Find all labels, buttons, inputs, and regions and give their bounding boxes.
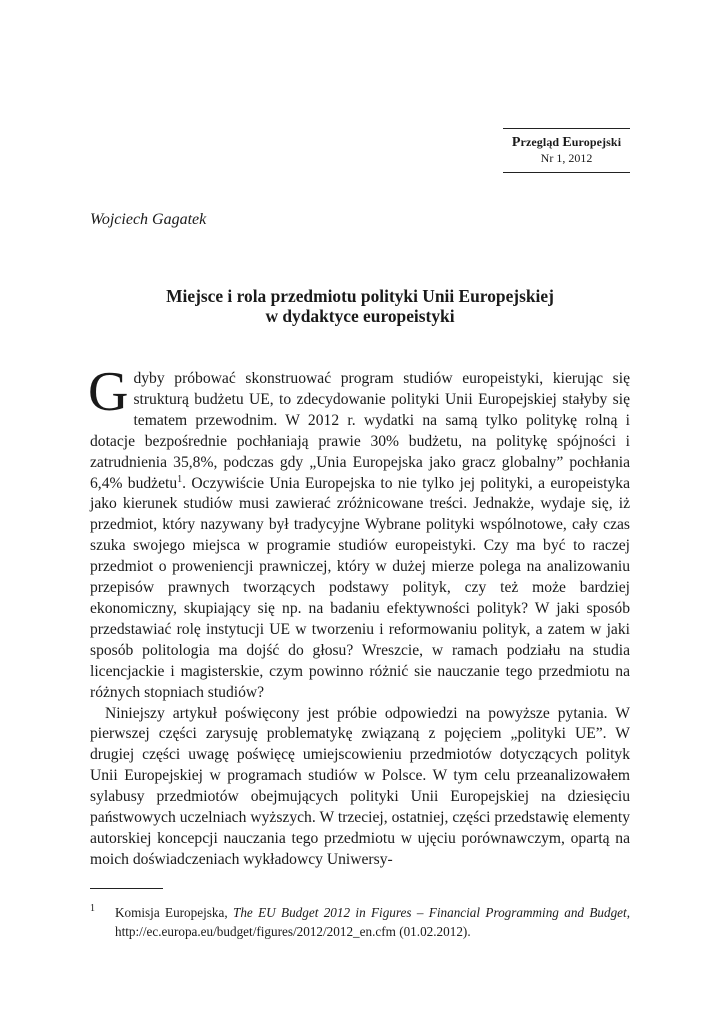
- paragraph-1: [88, 361, 630, 704]
- journal-issue: Nr 1, 2012: [540, 151, 593, 165]
- journal-name-initial-p: P: [511, 135, 521, 150]
- article-title: [90, 286, 630, 326]
- journal-name-part-1: rzegląd: [520, 135, 560, 149]
- title-line-2: w dydaktyce europeistyki: [265, 306, 455, 326]
- drop-cap: G: [88, 361, 129, 423]
- article-body: [88, 361, 630, 871]
- footnote-text: [115, 903, 630, 941]
- footnote-mark: 1: [90, 903, 95, 914]
- paragraph-2: Niniejszy artykuł poświęcony jest próbie odpowiedzi na powyższe pytania. W pierwszej części zarysuję problematykę związaną z pojęciem „polityki UE”. W drugiej części uwagę poświęcę umiejscowieniu przedmiotów dotyczących polityk Unii Europejskiej w programach studiów w Polsce. W tym celu przeanalizowałem sylabusy przedmiotów obejmujących polityki Unii Europejskiej na dziesięciu państwowych uczelniach wyższych. W trzeciej, ostatniej, części przedstawię elementy autorskiej koncepcji nauczania tego przedmiotu w ujęciu porównawczym, opartą na moich doświadczeniach wykładowcy Uniwersy-: [90, 704, 630, 868]
- paragraph-1-text-a: dyby próbować skonstruować program studiów europeistyki, kierując się strukturą budżetu UE, to zdecydowanie polityki Unii Europejskiej stałyby się tematem przewodnim. W 2012 r. wydatki na samą tylko politykę rolną i dotacje bezpośrednie pochłaniają prawie 30% budżetu, na politykę spójności i zatrudnienia 35,8%, podczas gdy „Unia Europejska jako gracz globalny” pochłania 6,4% budżetu: [90, 370, 630, 492]
- author-name: Wojciech Gagatek: [90, 211, 207, 228]
- footnote-text-b[interactable]: , http://ec.europa.eu/budget/figures/2012/2012_en.cfm (01.02.2012).: [115, 905, 630, 939]
- journal-name: [503, 134, 630, 151]
- title-line-1: Miejsce i rola przedmiotu polityki Unii Europejskiej: [166, 286, 554, 306]
- paragraph-1-text-b: . Oczywiście Unia Europejska to nie tylko jej polityki, a europeistyka jako kierunek studiów musi zawierać zróżnicowane treści. Jednakże, wydaje się, iż przedmiot, który nazywany był tradycyjne Wybrane polityki wspólnotowe, cały czas szuka swojego miejsca w programie studiów europeistyki. Czy ma być to raczej przedmiot o proweniencji prawniczej, który w dużej mierze polega na analizowaniu przepisów prawnych tworzących podstawy polityk, czy też może bardziej ekonomiczny, skupiający się np. na badaniu efektywności polityk? W jaki sposób przedstawiać rolę instytucji UE w tworzeniu i reformowaniu polityk, a zatem w jaki sposób politologia ma dojść do głosu? Wreszcie, w ramach podziału na studia licencjackie i magisterskie, czym powinno różnić sie nauczanie tego przedmiotu na różnych stopniach studiów?: [90, 474, 630, 701]
- footnote-text-a: Komisja Europejska,: [115, 905, 233, 920]
- footnote-separator: [90, 888, 163, 889]
- footnote-1: [90, 903, 630, 941]
- footnote-cited-title: The EU Budget 2012 in Figures – Financial Programming and Budget: [232, 905, 627, 920]
- journal-name-part-2: uropejski: [571, 135, 622, 149]
- footnote-reference[interactable]: 1: [177, 473, 183, 485]
- journal-header: [503, 128, 630, 173]
- journal-name-initial-e: E: [562, 135, 572, 150]
